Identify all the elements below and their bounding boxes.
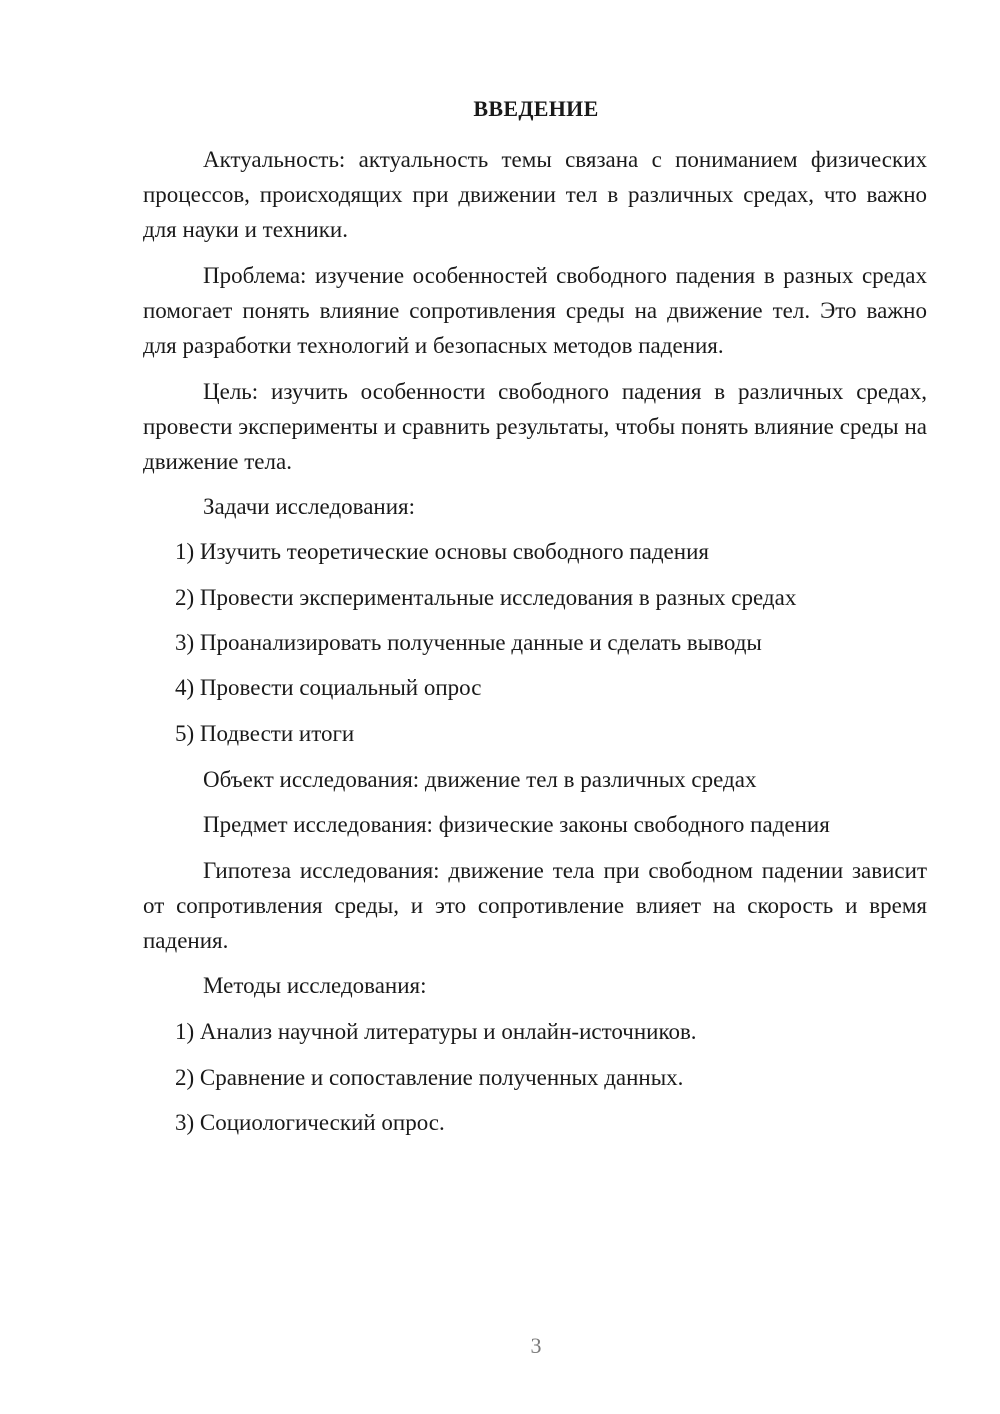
research-subject: Предмет исследования: физические законы свободного падения (203, 812, 830, 837)
method-item-1: 1) Анализ научной литературы и онлайн-источников. (175, 1019, 697, 1044)
task-item-4: 4) Провести социальный опрос (175, 675, 482, 700)
relevance-text: Актуальность: актуальность темы связана с пониманием физических процессов, происходящих при движении тел в различных средах, что важно для науки и техники. (143, 147, 927, 242)
method-item-2: 2) Сравнение и сопоставление полученных данных. (175, 1065, 684, 1090)
methods-heading: Методы исследования: (203, 973, 427, 998)
relevance-paragraph (143, 142, 927, 247)
page-title: ВВЕДЕНИЕ (473, 96, 599, 121)
hypothesis-text: Гипотеза исследования: движение тела при свободном падении зависит от сопротивления среды, и это сопротивление влияет на скорость и время падения. (143, 858, 927, 953)
problem-paragraph (143, 258, 927, 363)
task-item-1: 1) Изучить теоретические основы свободного падения (175, 539, 709, 564)
task-item-3: 3) Проанализировать полученные данные и сделать выводы (175, 630, 762, 655)
hypothesis-paragraph (143, 853, 927, 958)
task-item-2: 2) Провести экспериментальные исследования в разных средах (175, 585, 797, 610)
page-number: 3 (530, 1333, 542, 1358)
tasks-heading: Задачи исследования: (203, 494, 416, 519)
goal-text: Цель: изучить особенности свободного падения в различных средах, провести эксперименты и сравнить результаты, чтобы понять влияние среды на движение тела. (143, 379, 927, 474)
goal-paragraph (143, 374, 927, 479)
task-item-5: 5) Подвести итоги (175, 721, 355, 746)
method-item-3: 3) Социологический опрос. (175, 1110, 445, 1135)
problem-text: Проблема: изучение особенностей свободного падения в разных средах помогает понять влияние сопротивления среды на движение тел. Это важно для разработки технологий и безопасных методов падения. (143, 263, 927, 358)
research-object: Объект исследования: движение тел в различных средах (203, 767, 757, 792)
